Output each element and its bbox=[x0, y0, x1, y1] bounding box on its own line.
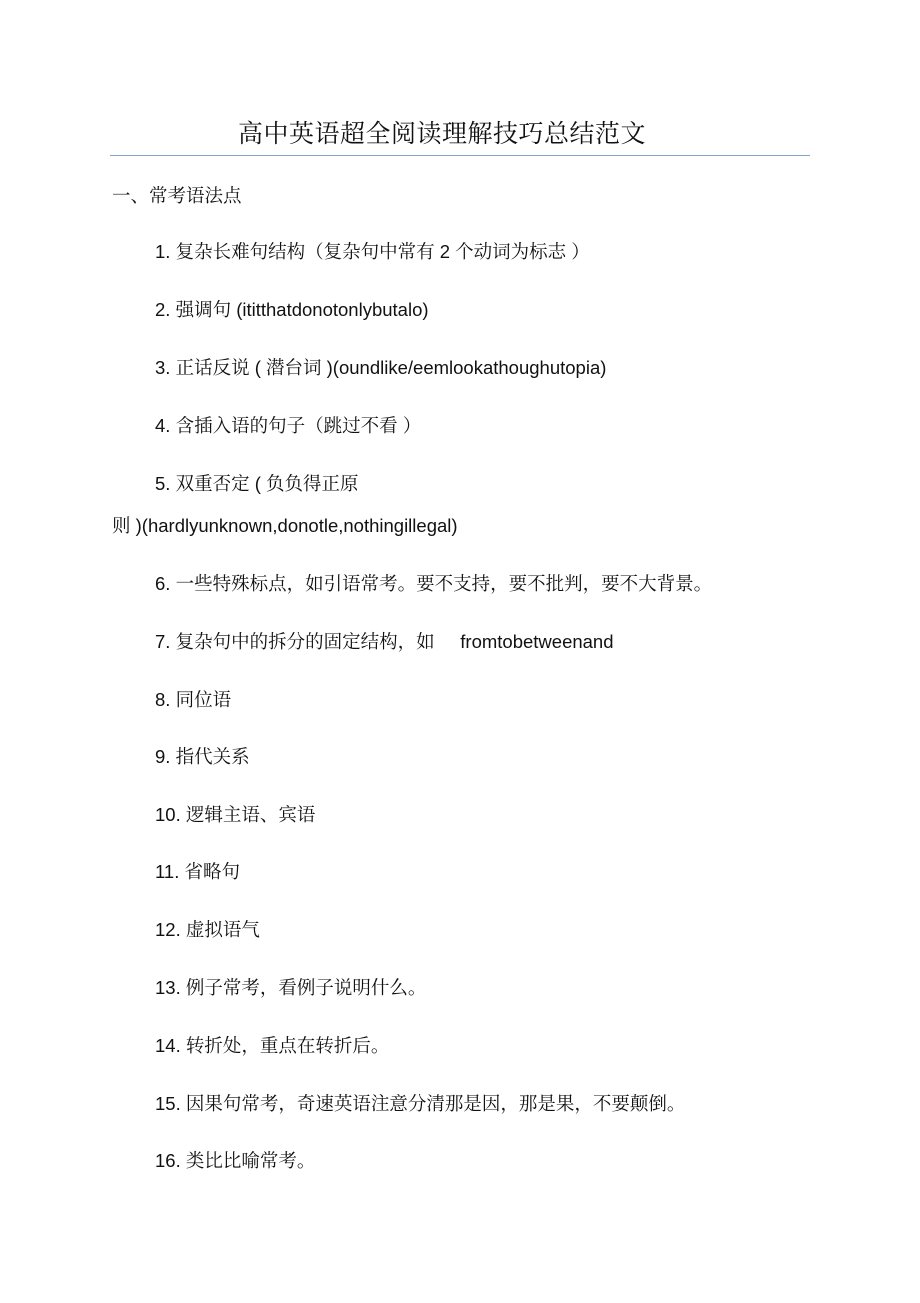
list-item: 10. 逻辑主语、宾语 bbox=[155, 804, 316, 825]
list-item: 1. 复杂长难句结构（复杂句中常有 2 个动词为标志 ） bbox=[155, 241, 590, 262]
list-item: 15. 因果句常考，奇速英语注意分清那是因，那是果，不要颠倒。 bbox=[155, 1093, 686, 1114]
list-item: 3. 正话反说 ( 潜台词 )(oundlike/eemlookathoughutopia) bbox=[155, 357, 607, 378]
list-item-continuation: 则 )(hardlyunknown,donotle,nothingillegal) bbox=[112, 515, 458, 536]
list-item: 5. 双重否定 ( 负负得正原 bbox=[155, 473, 359, 494]
list-item: 14. 转折处，重点在转折后。 bbox=[155, 1035, 390, 1056]
list-item: 6. 一些特殊标点，如引语常考。要不支持，要不批判，要不大背景。 bbox=[155, 573, 713, 594]
section-heading: 一、常考语法点 bbox=[112, 185, 242, 206]
list-item: 8. 同位语 bbox=[155, 689, 232, 710]
list-item: 2. 强调句 (ititthatdonotonlybutalo) bbox=[155, 299, 429, 320]
list-item: 4. 含插入语的句子（跳过不看 ） bbox=[155, 415, 422, 436]
list-item: 12. 虚拟语气 bbox=[155, 919, 260, 940]
title-divider bbox=[110, 155, 810, 156]
list-item: 16. 类比比喻常考。 bbox=[155, 1150, 316, 1171]
document-title: 高中英语超全阅读理解技巧总结范文 bbox=[237, 119, 646, 148]
list-item: 13. 例子常考，看例子说明什么。 bbox=[155, 977, 427, 998]
list-item: 11. 省略句 bbox=[155, 861, 240, 882]
list-item: 7. 复杂句中的拆分的固定结构，如 fromtobetweenand bbox=[155, 631, 614, 652]
list-item: 9. 指代关系 bbox=[155, 746, 250, 767]
